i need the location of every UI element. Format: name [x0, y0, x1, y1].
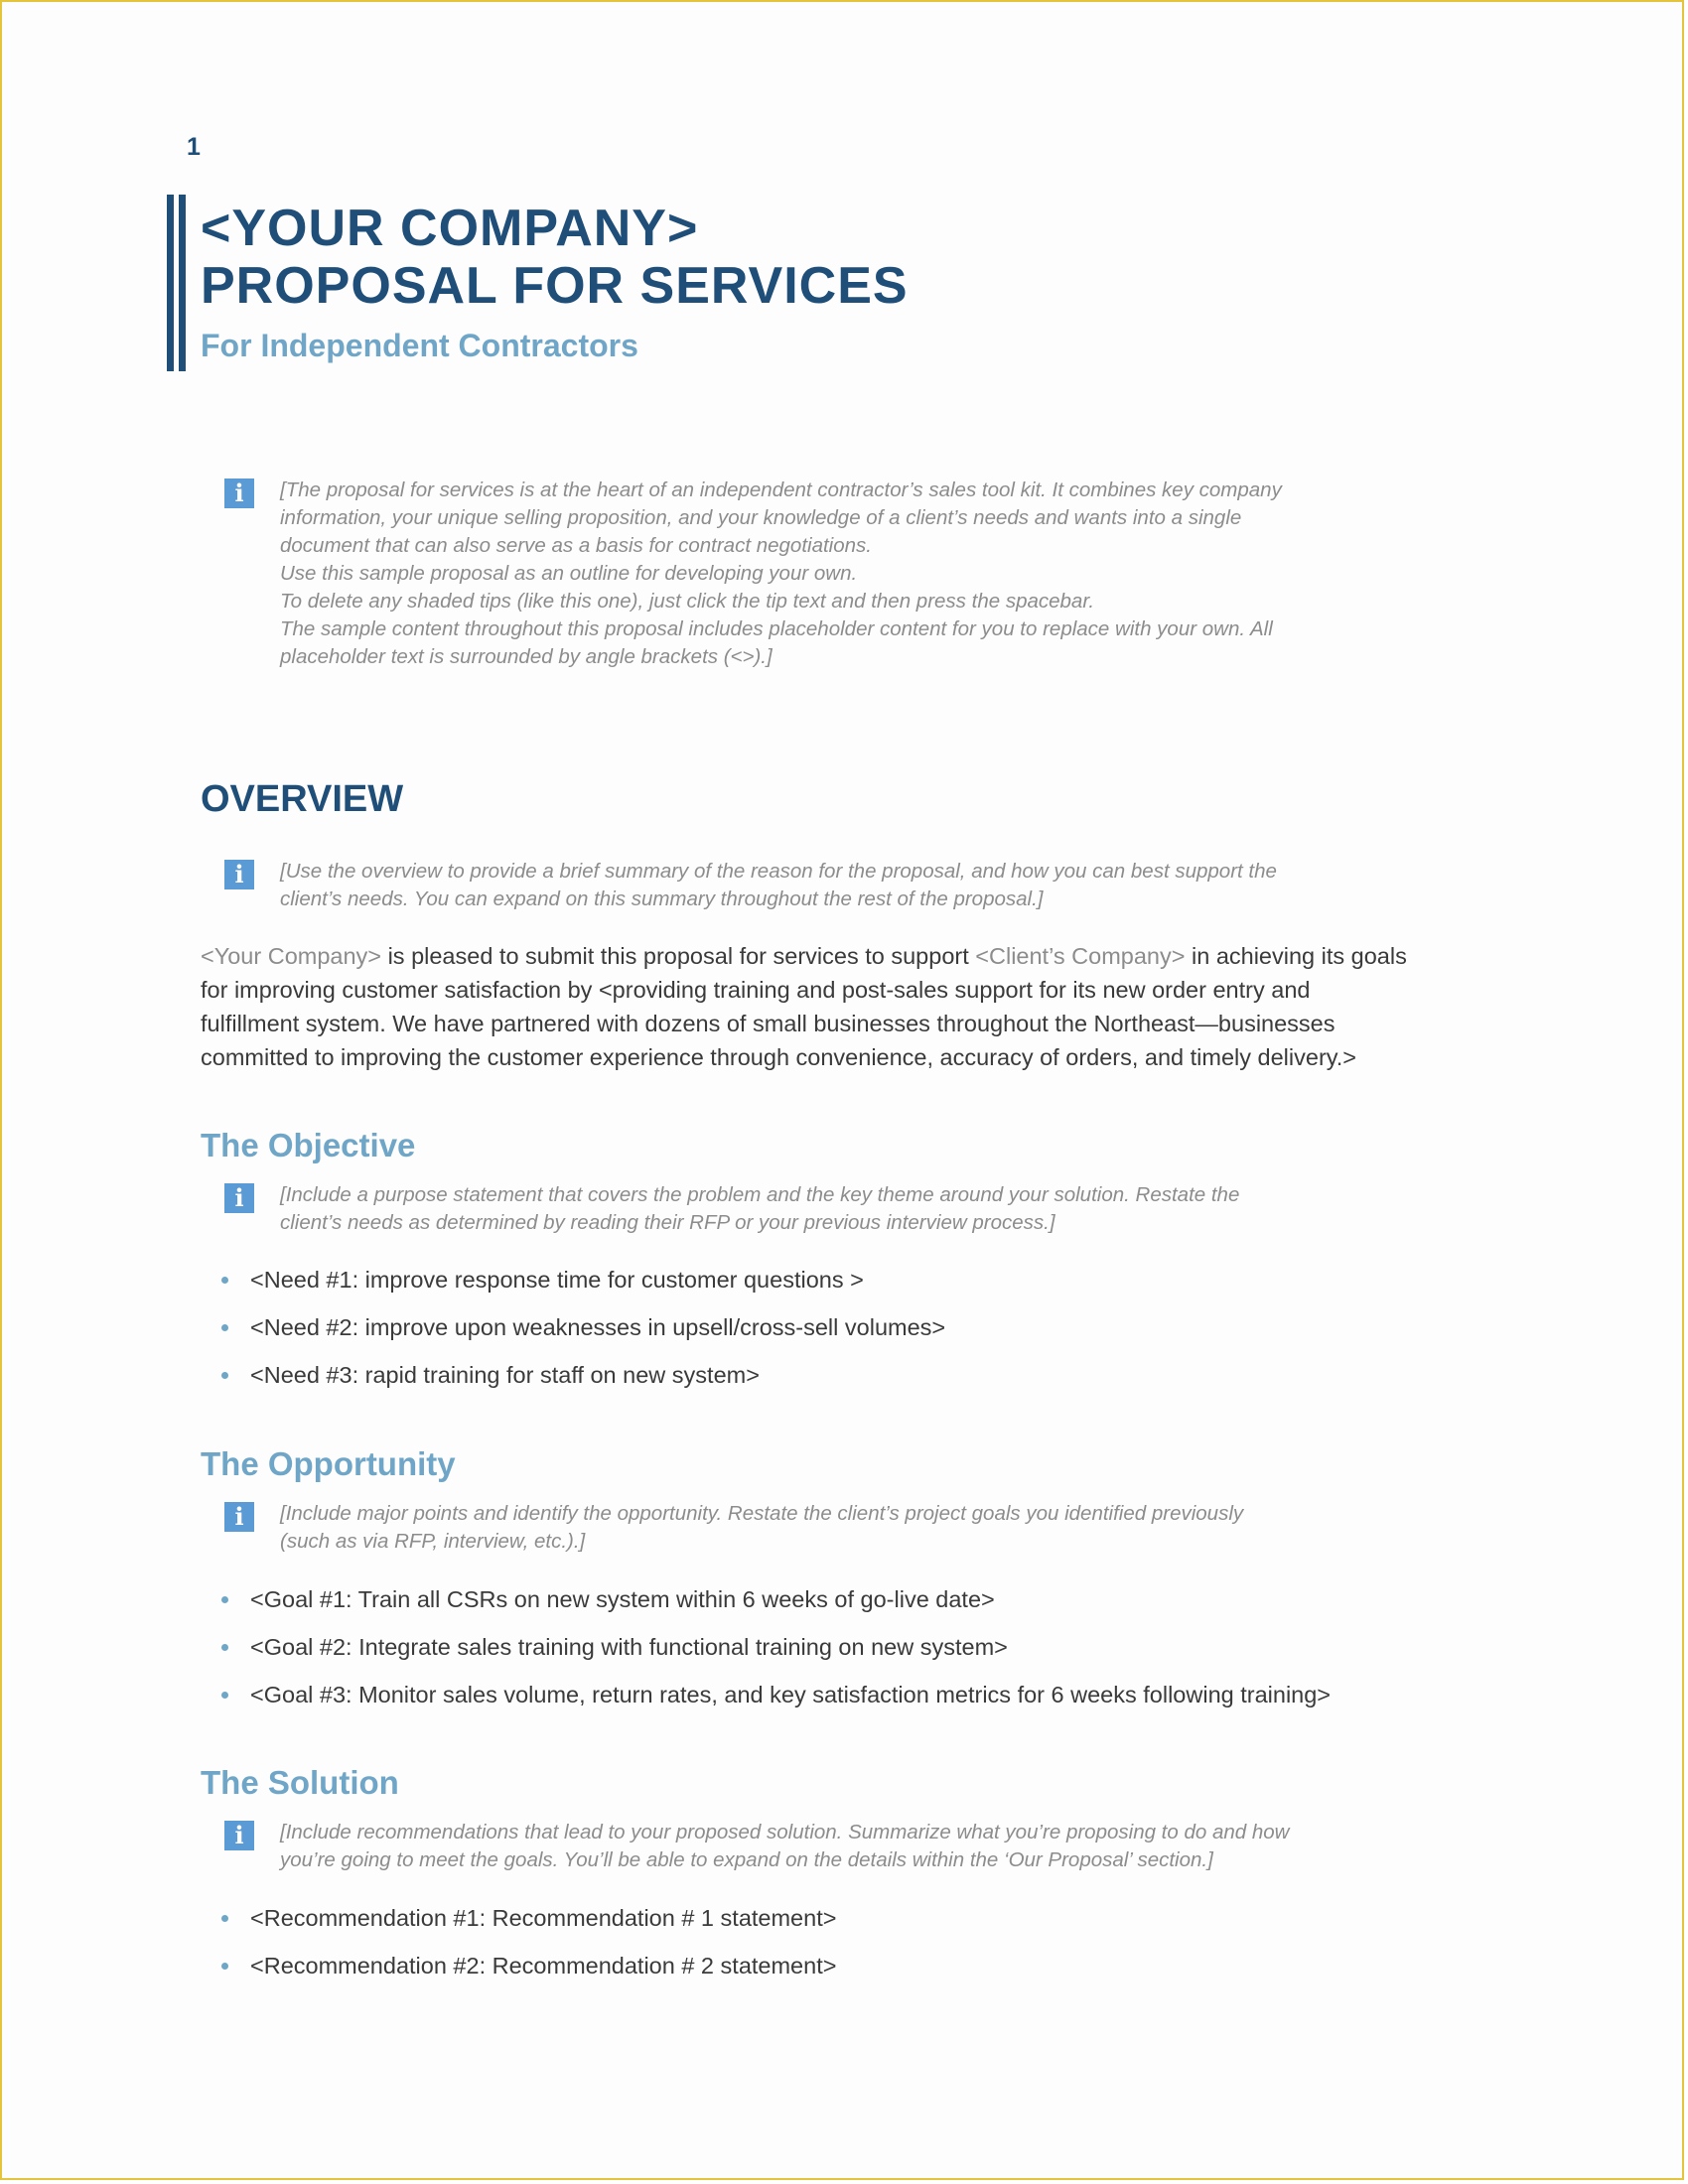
client-placeholder: <Client’s Company> [975, 943, 1186, 969]
document-title-line2: PROPOSAL FOR SERVICES [201, 257, 909, 315]
tip-line: [The proposal for services is at the heart of an independent contractor’s sales tool kit. It combines key company [280, 478, 1282, 501]
solution-heading: The Solution [201, 1764, 399, 1801]
list-item-text: <Need #3: rapid training for staff on new system> [250, 1362, 760, 1388]
solution-tip-text [280, 1819, 1396, 1874]
tip-line: you’re going to meet the goals. You’ll be able to expand on the details within the ‘Our Proposal’ section.] [280, 1848, 1213, 1871]
list-item-text: <Need #2: improve upon weaknesses in upsell/cross-sell volumes> [250, 1314, 946, 1340]
title-accent-bar [179, 195, 186, 371]
paragraph-text: in achieving its goals [1185, 943, 1407, 969]
list-item [218, 1582, 1509, 1630]
list-item-text: <Recommendation #1: Recommendation # 1 statement> [250, 1905, 837, 1931]
solution-list [218, 1901, 1509, 1996]
list-item-text: <Goal #2: Integrate sales training with functional training on new system> [250, 1634, 1008, 1660]
list-item-text: <Goal #1: Train all CSRs on new system within 6 weeks of go-live date> [250, 1586, 995, 1612]
document-title-line1: <YOUR COMPANY> [201, 200, 699, 257]
bullet-icon [221, 1372, 228, 1379]
tip-line: Use this sample proposal as an outline for developing your own. [280, 562, 858, 585]
paragraph-text: is pleased to submit this proposal for services to support [381, 943, 976, 969]
info-icon: i [224, 1183, 254, 1213]
tip-line: information, your unique selling proposition, and your knowledge of a client’s needs and wants into a single [280, 506, 1242, 529]
info-icon: i [224, 1502, 254, 1532]
list-item [218, 1630, 1509, 1678]
tip-line: [Use the overview to provide a brief summary of the reason for the proposal, and how you can best support the [280, 860, 1277, 883]
bullet-icon [221, 1596, 228, 1603]
objective-heading: The Objective [201, 1127, 416, 1163]
opportunity-list [218, 1582, 1509, 1725]
tip-line: [Include a purpose statement that covers the problem and the key theme around your solution. Restate the [280, 1183, 1240, 1206]
paragraph-line: for improving customer satisfaction by <providing training and post-sales support for its new order entry and [201, 977, 1311, 1003]
title-block [167, 195, 1160, 371]
info-icon: i [224, 860, 254, 889]
tip-line: placeholder text is surrounded by angle brackets (<>).] [280, 645, 773, 668]
bullet-icon [221, 1692, 228, 1699]
tip-line: [Include major points and identify the opportunity. Restate the client’s project goals you identified previously [280, 1502, 1244, 1525]
objective-tip[interactable] [224, 1181, 1396, 1241]
list-item [218, 1678, 1509, 1725]
bullet-icon [221, 1644, 228, 1651]
overview-paragraph [201, 939, 1491, 1074]
objective-tip-text [280, 1181, 1396, 1237]
tip-line: document that can also serve as a basis for contract negotiations. [280, 534, 872, 557]
intro-tip-text [280, 477, 1396, 671]
overview-heading: OVERVIEW [201, 778, 404, 820]
tip-line: The sample content throughout this proposal includes placeholder content for you to replace with your own. All [280, 617, 1273, 640]
list-item-text: <Recommendation #2: Recommendation # 2 statement> [250, 1953, 837, 1979]
list-item [218, 1949, 1509, 1996]
title-accent-bar [167, 195, 174, 371]
solution-tip[interactable] [224, 1819, 1396, 1878]
bullet-icon [221, 1915, 228, 1922]
tip-line: client’s needs as determined by reading their RFP or your previous interview process.] [280, 1211, 1055, 1234]
paragraph-line: committed to improving the customer experience through convenience, accuracy of orders, and timely delivery.> [201, 1044, 1357, 1070]
tip-line: [Include recommendations that lead to your proposed solution. Summarize what you’re proposing to do and how [280, 1821, 1290, 1843]
info-icon: i [224, 478, 254, 508]
bullet-icon [221, 1963, 228, 1970]
overview-tip[interactable] [224, 858, 1396, 917]
opportunity-tip[interactable] [224, 1500, 1396, 1560]
bullet-icon [221, 1277, 228, 1284]
opportunity-heading: The Opportunity [201, 1445, 456, 1482]
list-item [218, 1901, 1509, 1949]
opportunity-tip-text [280, 1500, 1396, 1556]
list-item [218, 1358, 1509, 1406]
tip-line: client’s needs. You can expand on this summary throughout the rest of the proposal.] [280, 887, 1044, 910]
list-item-text: <Need #1: improve response time for customer questions > [250, 1267, 864, 1293]
tip-line: To delete any shaded tips (like this one), just click the tip text and then press the spacebar. [280, 590, 1095, 613]
list-item [218, 1263, 1509, 1310]
list-item-text: <Goal #3: Monitor sales volume, return rates, and key satisfaction metrics for 6 weeks following training> [250, 1682, 1332, 1707]
info-icon: i [224, 1821, 254, 1850]
document-subtitle: For Independent Contractors [201, 328, 638, 363]
objective-list [218, 1263, 1509, 1406]
bullet-icon [221, 1324, 228, 1331]
paragraph-line: fulfillment system. We have partnered with dozens of small businesses throughout the Northeast—businesses [201, 1011, 1336, 1036]
tip-line: (such as via RFP, interview, etc.).] [280, 1530, 586, 1553]
page-number: 1 [187, 133, 201, 161]
company-placeholder: <Your Company> [201, 943, 382, 969]
overview-tip-text [280, 858, 1396, 913]
intro-tip[interactable] [224, 477, 1396, 675]
list-item [218, 1310, 1509, 1358]
